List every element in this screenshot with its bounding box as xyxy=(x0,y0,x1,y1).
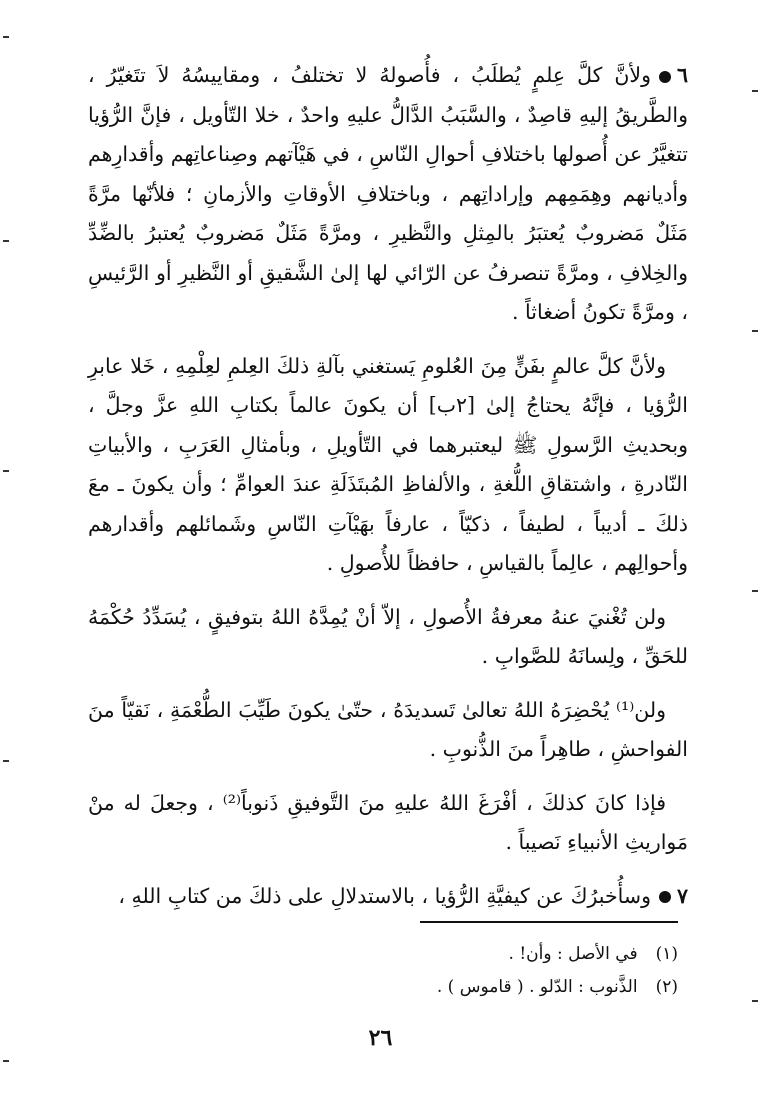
bullet-icon xyxy=(659,891,671,903)
edge-mark xyxy=(3,1060,9,1062)
footnote-marker: (١) xyxy=(655,944,678,964)
edge-mark xyxy=(752,1000,758,1002)
paragraph-text: ولن تُغْنيَ عنهُ معرفةُ الأُصولِ ، إلاّ أنْ يُمِدَّهُ اللهُ بتوفيقٍ ، يُسَدِّدُ حُكْمَهُ للحَقِّ ، ولِسانَهُ للصَّوابِ . xyxy=(88,604,688,668)
edge-mark xyxy=(3,240,9,242)
bullet-icon xyxy=(659,71,671,83)
paragraph-number: ٦ xyxy=(676,63,688,87)
footnotes xyxy=(200,938,678,1004)
edge-mark xyxy=(752,90,758,92)
footnote xyxy=(200,938,678,971)
footnote-text: الذَّنوب : الدّلو . ( قاموس ) . xyxy=(436,977,638,997)
paragraph xyxy=(88,691,688,770)
paragraph-text: ولن⁽¹⁾ يُحْضِرَهُ اللهُ تعالىٰ تَسديدَهُ ، حتّىٰ يكونَ طَيِّبَ الطُّعْمَةِ ، نَقيّاً منَ الفواحشِ ، طاهِراً منَ الذُّنوبِ . xyxy=(88,697,688,761)
footnote-text: في الأصل : وأن! . xyxy=(508,944,638,964)
paragraph-text: ولأنَّ كلَّ عالمٍ بفَنٍّ مِنَ العُلومِ يَستغني بآلةِ ذلكَ العِلمِ لعِلْمِهِ ، خَلا عابرِ الرُّؤيا ، فإنَّهُ يحتاجُ إلىٰ [٢ب] أن يكونَ عالماً بكتابِ اللهِ عزَّ وجلَّ ، وبحديثِ الرَّسولِ ﷺ ليعتبرهما في التّأويلِ ، وبأمثالِ العَرَبِ ، والأبياتِ النّادرةِ ، واشتقاقِ اللُّغةِ ، والألفاظِ المُبتَذَلَةِ عندَ العوامِّ ؛ وأن يكونَ ـ معَ ذلكَ ـ أديباً ، لطيفاً ، ذكيّاً ، عارفاً بهَيْآتِ النّاسِ وشَمائلهم وأقدارهم وأحوالِهم ، عالِماً بالقياسِ ، حافظاً للأُصولِ . xyxy=(88,353,688,575)
paragraph-number: ٧ xyxy=(676,883,688,908)
edge-mark xyxy=(3,760,9,762)
paragraph-7 xyxy=(88,877,688,917)
paragraph-text: وسأُخبرُكَ عن كيفيَّةِ الرُّؤيا ، بالاستدلالِ على ذلكَ من كتابِ اللهِ ، xyxy=(118,883,651,908)
edge-mark xyxy=(3,470,9,472)
edge-mark xyxy=(3,36,9,38)
paragraph xyxy=(88,347,688,584)
footnote xyxy=(200,971,678,1004)
footnote-marker: (٢) xyxy=(655,977,678,997)
edge-mark xyxy=(752,590,758,592)
body-text xyxy=(88,56,688,930)
paragraph xyxy=(88,784,688,863)
page-number: ٢٦ xyxy=(368,1025,393,1051)
paragraph-text: ولأنَّ كلَّ عِلمٍ يُطلَبُ ، فأُصولهُ لا تختلفُ ، ومقاييسُهُ لاَ تتَغيّرُ ، والطَّريقُ إليهِ قاصِدٌ ، والسَّبَبُ الدَّالُّ عليهِ واحدٌ ، خلا التّأويل ، فإنَّ الرُّؤيا تتغيَّرُ عن أُصولها باختلافِ أحوالِ النّاسِ ، في هَيْآتهم وصِناعاتِهم وأقدارِهم وأديانهم وهِمَمِهم وإراداتِهم ، وباختلافِ الأوقاتِ والأزمانِ ؛ فلأنّها مرَّةً مَثَلٌ مَضروبٌ يُعتبَرُ بالمِثلِ والنَّظيرِ ، ومرَّةً مَثَلٌ مَضروبٌ يُعتبرُ بالضِّدِّ والخِلافِ ، ومرَّةً تنصرفُ عن الرّائي لها إلىٰ الشَّقيقِ أو النَّظيرِ أو الرَّئيسِ ، ومرَّةً تكونُ أضغاثاً . xyxy=(88,63,688,324)
footnote-separator xyxy=(420,921,678,923)
paragraph-6 xyxy=(88,56,688,333)
edge-mark xyxy=(752,330,758,332)
paragraph xyxy=(88,598,688,677)
paragraph-text: فإذا كانَ كذلكَ ، أفْرَغَ اللهُ عليهِ منَ التَّوفيقِ ذَنوباً⁽²⁾ ، وجعلَ له منْ مَواريثِ الأنبياءِ نَصيباً . xyxy=(88,790,688,854)
